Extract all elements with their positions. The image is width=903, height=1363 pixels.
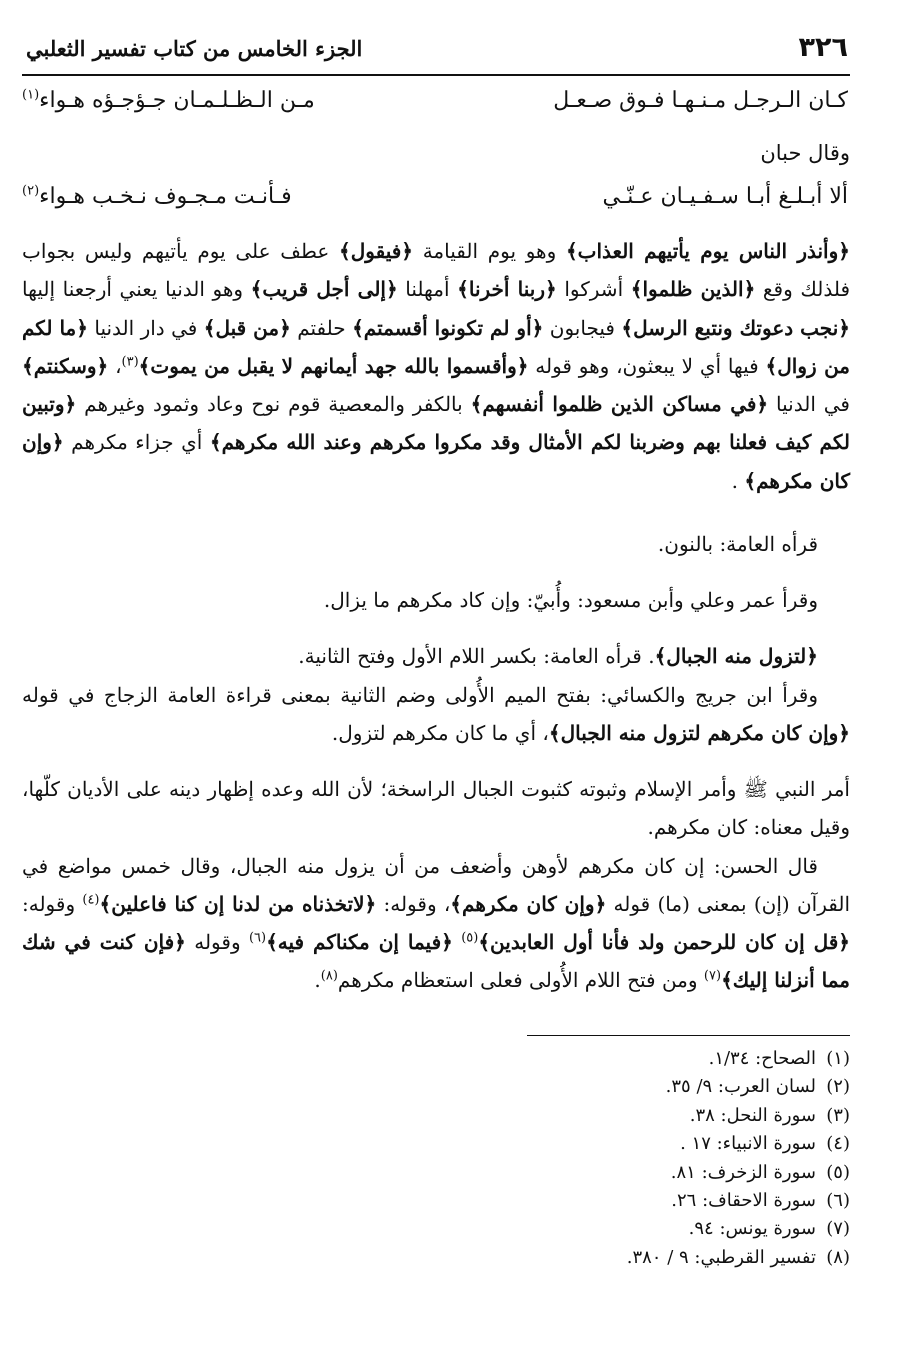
footnote-item — [400, 1215, 850, 1243]
verse-2-second-hemistich — [22, 184, 292, 209]
footnote-ref-2: (٢) — [22, 183, 40, 199]
commentary-text: ، — [108, 353, 122, 378]
footnote-text: سورة الانبياء: ١٧ . — [680, 1133, 816, 1155]
page-header — [22, 30, 850, 76]
commentary-text: ، أي ما كان مكرهم لتزول. — [331, 721, 549, 745]
commentary-text: ومن فتح اللام الأُولى فعلى استعظام مكرهم — [337, 968, 704, 992]
commentary-text: وقوله: — [22, 892, 83, 916]
commentary-text: فيها أي لا يبعثون، وهو قوله — [528, 353, 766, 378]
reading-note: قرأه العامة: بالنون. — [657, 532, 818, 556]
footnote-text: لسان العرب: ٩/ ٣٥. — [665, 1076, 816, 1098]
commentary-text: وقوله — [185, 930, 249, 954]
poetry-verse-2 — [22, 184, 850, 224]
quran-quote: ﴿الذين ظلموا﴾ — [630, 277, 756, 302]
commentary-text: أي جزاء مكرهم — [63, 430, 210, 455]
footnote-text: سورة الزخرف: ٨١. — [670, 1161, 816, 1183]
footnote-number: (٧) — [826, 1218, 850, 1240]
footnote-number: (٨) — [826, 1246, 850, 1268]
quran-quote: ﴿فيما إن مكناكم فيه﴾ — [266, 930, 453, 954]
quran-quote: ﴿قل إن كان للرحمن ولد فأنا أول العابدين﴾ — [478, 930, 851, 954]
footnote-text: سورة الاحقاف: ٢٦. — [671, 1189, 816, 1211]
commentary-block-3 — [22, 676, 850, 864]
quran-quote: ﴿فيقول﴾ — [339, 239, 414, 263]
commentary-text: أمهلنا — [397, 277, 458, 302]
footnote-item — [400, 1187, 850, 1215]
footnote-ref-7: (٧) — [703, 968, 722, 984]
commentary-text: وقرأ ابن جريج والكسائي: بفتح الميم الأُولى وضم الثانية بمعنى قراءة العامة الزجاج في قوله — [22, 683, 819, 707]
commentary-text: بالكفر والمعصية قوم نوح وعاد وثمود وغيرهم — [76, 392, 471, 417]
footnote-ref-4: (٤) — [82, 892, 100, 908]
quran-quote: ﴿وسكنتم﴾ — [22, 353, 109, 378]
quran-quote: ﴿وتبين لكم كيف فعلنا بهم وضربنا لكم الأمثال وقد مكروا مكرهم وعند الله مكرهم﴾ — [22, 392, 850, 455]
commentary-text: . — [731, 468, 745, 493]
footnote-number: (٤) — [826, 1133, 850, 1155]
quran-quote: ﴿نجب دعوتك ونتبع الرسل﴾ — [621, 315, 850, 340]
commentary-text: عطف على يوم يأتيهم وليس بجواب فلذلك وقع — [22, 239, 851, 302]
verse-2-second-hemistich-text: فـأنـت مـجـوف نـخـب هـواء — [39, 184, 292, 209]
quran-quote: ﴿وإن كان مكرهم لتزول منه الجبال﴾ — [548, 721, 850, 745]
verse-2-first-hemistich: ألا أبـلـغ أبـا سـفـيـان عـنّـي — [602, 184, 848, 209]
commentary-block-4 — [22, 847, 850, 999]
commentary-text: فيجابون — [543, 315, 622, 340]
commentary-paragraph — [22, 847, 850, 999]
footnote-ref-5: (٥) — [461, 930, 479, 946]
poet-intro: وقال حبان — [760, 141, 850, 165]
quran-quote: ﴿لتزول منه الجبال﴾ — [654, 644, 818, 668]
running-title: الجزء الخامس من كتاب تفسير الثعلبي — [26, 36, 363, 61]
page-number: ٣٢٦ — [798, 32, 848, 63]
footnote-number: (٦) — [826, 1189, 850, 1211]
quran-quote: ﴿إلى أجل قريب﴾ — [250, 277, 398, 302]
verse-1-first-hemistich: كـان الـرجـل مـنـهـا فـوق صـعـل — [553, 88, 848, 113]
commentary-text: . — [314, 968, 321, 992]
quran-quote: ﴿وإن كان مكرهم﴾ — [22, 430, 850, 493]
footnote-item — [400, 1244, 850, 1272]
commentary-text: أشركوا — [556, 277, 631, 302]
quran-quote: ﴿لاتخذناه من لدنا إن كنا فاعلين﴾ — [99, 892, 377, 916]
commentary-block-2 — [22, 525, 850, 693]
footnotes-list — [400, 1045, 850, 1272]
reading-note — [22, 637, 850, 675]
footnote-item — [400, 1159, 850, 1187]
quran-quote: ﴿ربنا أخرنا﴾ — [457, 277, 557, 302]
poetry-verse-1 — [22, 88, 850, 128]
quran-quote: ﴿في مساكن الذين ظلموا أنفسهم﴾ — [470, 392, 769, 417]
reading-note: وقرأ عمر وعلي وأبن مسعود: وأُبيّ: وإن كاد مكرهم ما يزال. — [323, 588, 818, 612]
commentary-text: وهو الدنيا يعني أرجعنا إليها — [22, 277, 251, 302]
footnote-ref-3: (٣) — [121, 354, 139, 370]
commentary-text: قال الحسن: إن كان مكرهم لأوهن وأضعف من أن يزول منه الجبال، وقال خمس مواضع في القرآن (إن) بمعنى (ما) قوله — [22, 854, 851, 916]
quran-quote: ﴿فإن كنت في شك مما أنزلنا إليك﴾ — [22, 930, 850, 992]
quran-quote: ﴿وإن كان مكرهم﴾ — [450, 892, 607, 916]
footnote-ref-8: (٨) — [320, 968, 338, 984]
footnote-text: سورة النحل: ٣٨. — [689, 1104, 816, 1126]
commentary-text: في دار الدنيا — [87, 315, 204, 340]
commentary-text — [453, 930, 461, 954]
commentary-text: في الدنيا — [768, 392, 850, 417]
commentary-paragraph — [22, 232, 850, 500]
quran-quote: ﴿أو لم تكونوا أقسمتم﴾ — [352, 315, 544, 340]
footnote-ref-6: (٦) — [248, 930, 267, 946]
quran-quote: ﴿وأنذر الناس يوم يأتيهم العذاب﴾ — [565, 239, 850, 263]
footnote-item — [400, 1073, 850, 1101]
commentary-text: . قرأه العامة: بكسر اللام الأول وفتح الثانية. — [298, 644, 655, 668]
footnote-item — [400, 1130, 850, 1158]
footnote-item — [400, 1045, 850, 1073]
footnote-text: تفسير القرطبي: ٩ / ٣٨٠. — [626, 1246, 816, 1268]
commentary-text: ، وقوله: — [376, 892, 451, 916]
commentary-paragraph: أمر النبي ﷺ وأمر الإسلام وثبوته كثبوت الجبال الراسخة؛ لأن الله وعده إظهار دينه على الأديان كلّها، وقيل معناه: كان مكرهم. — [22, 777, 850, 839]
quran-quote: ﴿وأقسموا بالله جهد أيمانهم لا يقبل من يموت﴾ — [138, 353, 529, 378]
commentary-block-1 — [22, 232, 850, 500]
footnote-divider — [527, 1035, 850, 1036]
footnote-ref-1: (١) — [22, 87, 40, 103]
footnote-number: (١) — [826, 1048, 850, 1069]
footnote-text: سورة يونس: ٩٤. — [688, 1218, 816, 1240]
verse-1-second-hemistich — [22, 88, 315, 113]
footnote-number: (٥) — [826, 1161, 850, 1183]
verse-1-second-hemistich-text: مـن الـظـلـمـان جـؤجـؤه هـواء — [39, 88, 315, 113]
footnote-text: الصحاح: ١/٣٤. — [708, 1048, 816, 1069]
commentary-text: حلفتم — [290, 315, 353, 340]
quran-quote: ﴿ما لكم من زوال﴾ — [22, 315, 851, 378]
footnote-number: (٣) — [826, 1104, 850, 1126]
commentary-text: وهو يوم القيامة — [413, 239, 566, 263]
commentary-paragraph — [22, 676, 850, 752]
quran-quote: ﴿من قبل﴾ — [203, 315, 291, 340]
footnote-number: (٢) — [826, 1076, 850, 1098]
footnote-item — [400, 1102, 850, 1130]
